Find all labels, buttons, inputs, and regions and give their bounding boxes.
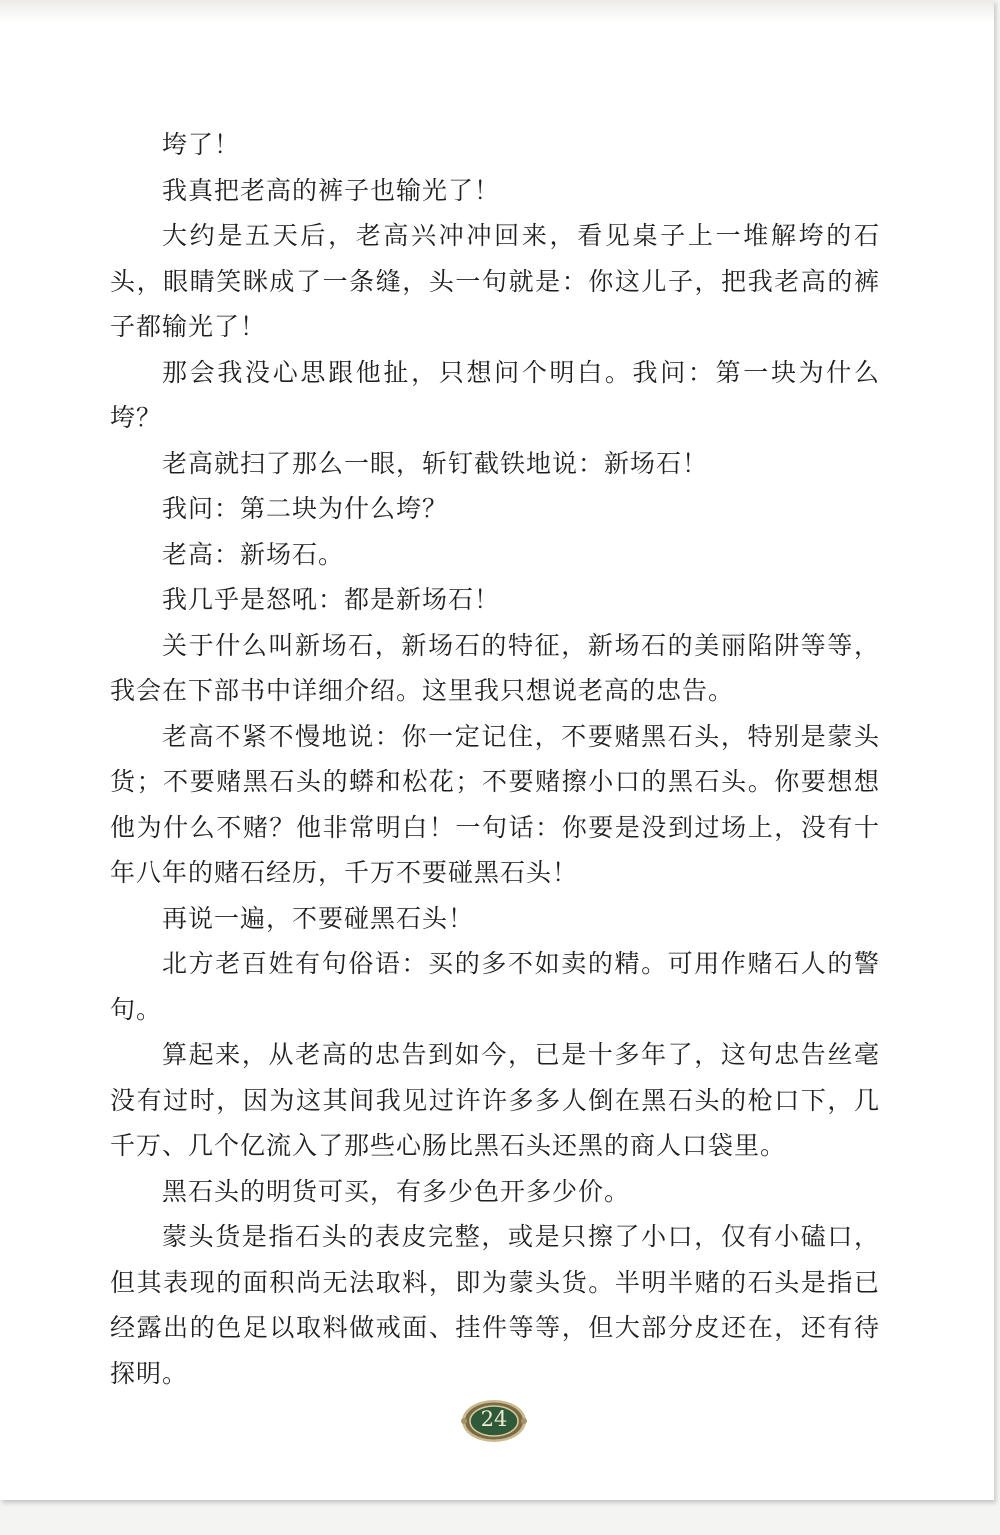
paragraph: 关于什么叫新场石，新场石的特征，新场石的美丽陷阱等等，我会在下部书中详细介绍。这里我只想说老高的忠告。 [110, 630, 880, 705]
paragraph: 我几乎是怒吼：都是新场石！ [162, 585, 501, 614]
page-number: 24 [480, 1407, 508, 1431]
paragraph: 大约是五天后，老高兴冲冲回来，看见桌子上一堆解垮的石头，眼睛笑眯成了一条缝，头一句就是：你这儿子，把我老高的裤子都输光了！ [110, 221, 880, 341]
paragraph: 我真把老高的裤子也输光了！ [162, 175, 501, 205]
paragraph: 北方老百姓有句俗语：买的多不如卖的精。可用作赌石人的警句。 [110, 949, 880, 1024]
page-number-badge [460, 1398, 528, 1444]
paragraph: 那会我没心思跟他扯，只想问个明白。我问：第一块为什么垮？ [110, 357, 880, 432]
paragraph: 我问：第二块为什么垮？ [162, 494, 449, 523]
body-text [110, 122, 880, 1396]
paragraph: 老高就扫了那么一眼，斩钉截铁地说：新场石！ [162, 448, 709, 478]
paragraph: 黑石头的明货可买，有多少色开多少价。 [162, 1176, 631, 1206]
paragraph: 老高不紧不慢地说：你一定记住，不要赌黑石头，特别是蒙头货；不要赌黑石头的蟒和松花；不要赌擦小口的黑石头。你要想想他为什么不赌？他非常明白！一句话：你要是没到过场上，没有十年八年的赌石经历，千万不要碰黑石头！ [110, 721, 880, 887]
paragraph: 老高：新场石。 [162, 539, 345, 569]
paragraph: 算起来，从老高的忠告到如今，已是十多年了，这句忠告丝毫没有过时，因为这其间我见过许许多多人倒在黑石头的枪口下，几千万、几个亿流入了那些心肠比黑石头还黑的商人口袋里。 [110, 1040, 880, 1160]
paragraph: 蒙头货是指石头的表皮完整，或是只擦了小口，仅有小磕口，但其表现的面积尚无法取料，即为蒙头货。半明半赌的石头是指已经露出的色足以取料做戒面、挂件等等，但大部分皮还在，还有待探明。 [110, 1222, 880, 1388]
paragraph: 垮了！ [162, 130, 241, 159]
top-scan-edge [0, 0, 994, 22]
paragraph: 再说一遍，不要碰黑石头！ [162, 903, 475, 933]
